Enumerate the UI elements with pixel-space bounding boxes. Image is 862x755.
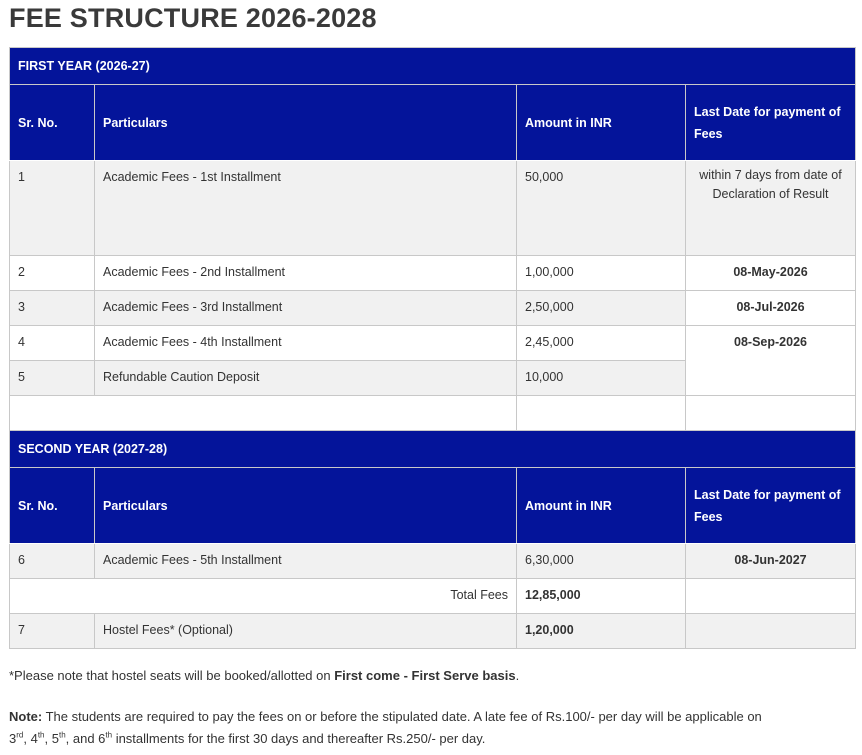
spacer-cell — [10, 396, 517, 431]
col-sr-no: Sr. No. — [10, 468, 95, 544]
hostel-note-text: *Please note that hostel seats will be booked/allotted on — [9, 668, 335, 683]
hostel-note-bold: First come - First Serve basis — [334, 668, 516, 683]
page-title: FEE STRUCTURE 2026-2028 — [9, 3, 377, 33]
total-row — [10, 579, 856, 614]
ordinal-suffix: th — [58, 730, 66, 740]
first-year-header-row — [10, 48, 856, 85]
col-particulars: Particulars — [95, 468, 517, 544]
row-amount: 1,00,000 — [517, 256, 686, 291]
row-particulars: Academic Fees - 4th Installment — [95, 326, 517, 361]
second-year-header-row — [10, 431, 856, 468]
ordinal-6: 6 — [98, 731, 106, 746]
row-particulars: Academic Fees - 1st Installment — [95, 161, 517, 256]
spacer-row — [10, 396, 856, 431]
row-last-date: within 7 days from date of Declaration of Result — [686, 161, 856, 256]
row-amount: 2,45,000 — [517, 326, 686, 361]
note-label: Note: — [9, 709, 43, 724]
table-row — [10, 291, 856, 326]
row-sr: 2 — [10, 256, 95, 291]
row-sr: 3 — [10, 291, 95, 326]
fee-table — [9, 47, 856, 649]
table-row — [10, 614, 856, 649]
row-particulars: Academic Fees - 5th Installment — [95, 544, 517, 579]
hostel-note-end: . — [515, 668, 520, 683]
row-sr: 7 — [10, 614, 95, 649]
row-particulars: Refundable Caution Deposit — [95, 361, 517, 396]
ordinal-suffix: rd — [16, 730, 24, 740]
row-amount: 6,30,000 — [517, 544, 686, 579]
table-row — [10, 326, 856, 361]
col-last-date: Last Date for payment of Fees — [686, 468, 856, 544]
table-row — [10, 544, 856, 579]
table-row — [10, 256, 856, 291]
col-sr-no: Sr. No. — [10, 85, 95, 161]
ordinal-4: 4 — [30, 731, 38, 746]
empty-cell — [686, 579, 856, 614]
spacer-cell — [517, 396, 686, 431]
total-label: Total Fees — [10, 579, 517, 614]
note-text: The students are required to pay the fees on or before the stipulated date. A late fee of Rs.100/- per day will be applicable on — [42, 709, 762, 724]
second-year-label: SECOND YEAR (2027-28) — [10, 431, 856, 468]
row-last-date: 08-Jul-2026 — [686, 291, 856, 326]
spacer-cell — [686, 396, 856, 431]
row-sr: 5 — [10, 361, 95, 396]
row-amount: 10,000 — [517, 361, 686, 396]
row-particulars: Hostel Fees* (Optional) — [95, 614, 517, 649]
first-year-label: FIRST YEAR (2026-27) — [10, 48, 856, 85]
late-fee-note: Note: The students are required to pay the fees on or before the stipulated date. A late fee of Rs.100/- per day will be applicable on 3rd, 4th, 5th, and 6th installments for the first 30 days and thereafter Rs.250/- per day. — [9, 709, 762, 746]
row-last-date: 08-Sep-2026 — [686, 326, 856, 396]
table-row — [10, 161, 856, 256]
col-particulars: Particulars — [95, 85, 517, 161]
ordinal-3: 3 — [9, 731, 17, 746]
note-text: installments for the first 30 days and thereafter Rs.250/- per day. — [112, 731, 486, 746]
column-header-row — [10, 85, 856, 161]
column-header-row — [10, 468, 856, 544]
row-particulars: Academic Fees - 3rd Installment — [95, 291, 517, 326]
col-amount: Amount in INR — [517, 468, 686, 544]
col-last-date: Last Date for payment of Fees — [686, 85, 856, 161]
row-sr: 4 — [10, 326, 95, 361]
ordinal-suffix: th — [37, 730, 45, 740]
row-particulars: Academic Fees - 2nd Installment — [95, 256, 517, 291]
col-amount: Amount in INR — [517, 85, 686, 161]
row-sr: 1 — [10, 161, 95, 256]
row-amount: 50,000 — [517, 161, 686, 256]
row-amount: 1,20,000 — [517, 614, 686, 649]
row-last-date: 08-Jun-2027 — [686, 544, 856, 579]
row-amount: 2,50,000 — [517, 291, 686, 326]
total-amount: 12,85,000 — [517, 579, 686, 614]
hostel-note — [9, 665, 519, 687]
row-last-date: 08-May-2026 — [686, 256, 856, 291]
empty-cell — [686, 614, 856, 649]
ordinal-5: 5 — [51, 731, 59, 746]
ordinal-suffix: th — [105, 730, 113, 740]
row-sr: 6 — [10, 544, 95, 579]
